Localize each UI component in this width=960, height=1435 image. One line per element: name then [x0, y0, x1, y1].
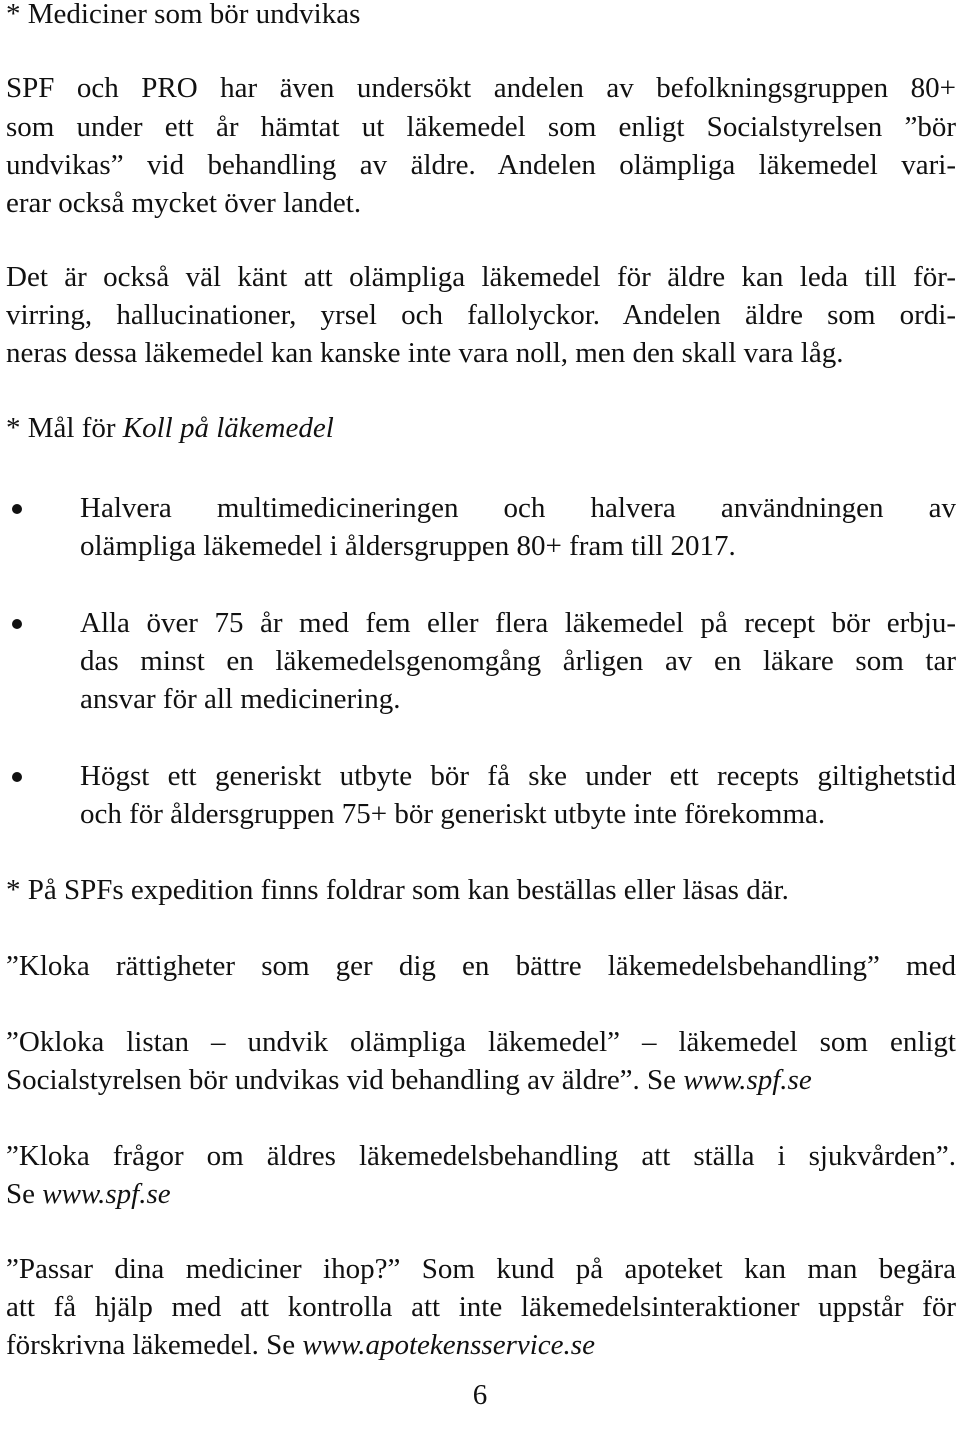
paragraph-line: Det är också väl känt att olämpliga läkemedel för äldre kan leda till för-: [6, 261, 956, 293]
folder-kloka-fragor: ”Kloka frågor om äldres läkemedelsbehandling att ställa i sjukvården”.: [6, 1140, 956, 1172]
bullet-line: Högst ett generiskt utbyte bör få ske under ett recepts giltighetstid: [80, 760, 956, 792]
campaign-name: Koll på läkemedel: [122, 412, 334, 444]
bullet-line: och för åldersgruppen 75+ bör generiskt utbyte inte förekomma.: [80, 798, 826, 830]
folder-okloka-listan-cont: [6, 1062, 956, 1098]
bullet-line: Alla över 75 år med fem eller flera läkemedel på recept bör erbju-: [80, 607, 956, 639]
folder-okloka-listan: ”Okloka listan – undvik olämpliga läkemedel” – läkemedel som enligt: [6, 1026, 956, 1058]
bullet-line: das minst en läkemedelsgenomgång årligen av en läkare som tar: [80, 645, 956, 677]
bullet-icon: [12, 772, 22, 782]
section-heading-goals: [6, 410, 956, 446]
passar-text: förskrivna läkemedel. Se: [6, 1329, 303, 1361]
spf-link[interactable]: www.spf.se: [42, 1178, 171, 1210]
kloka-fragor-text: Se: [6, 1178, 43, 1210]
spf-link[interactable]: www.spf.se: [683, 1064, 812, 1096]
bullet-line: olämpliga läkemedel i åldersgruppen 80+ fram till 2017.: [80, 530, 736, 562]
bullet-line: ansvar för all medicinering.: [80, 683, 401, 715]
paragraph-line: neras dessa läkemedel kan kanske inte vara noll, men den skall vara låg.: [6, 337, 844, 369]
goals-heading-prefix: * Mål för: [6, 412, 123, 444]
paragraph-line: erar också mycket över landet.: [6, 187, 362, 219]
section-heading-folders: * På SPFs expedition finns foldrar som kan beställas eller läsas där.: [6, 874, 789, 906]
bullet-icon: [12, 504, 22, 514]
paragraph-line: som under ett år hämtat ut läkemedel som enligt Socialstyrelsen ”bör: [6, 111, 956, 143]
folder-passar-cont: [6, 1327, 956, 1363]
folder-passar-line: att få hjälp med att kontrolla att inte läkemedelsinteraktioner uppstår för: [6, 1291, 956, 1323]
folder-kloka-rattigheter: ”Kloka rättigheter som ger dig en bättre läkemedelsbehandling” med: [6, 950, 956, 982]
okloka-text: Socialstyrelsen bör undvikas vid behandling av äldre”. Se: [6, 1064, 684, 1096]
bullet-icon: [12, 619, 22, 629]
paragraph-line: undvikas” vid behandling av äldre. Andelen olämpliga läkemedel vari-: [6, 149, 956, 181]
folder-passar-line: ”Passar dina mediciner ihop?” Som kund på apoteket kan man begära: [6, 1253, 956, 1285]
apotekensservice-link[interactable]: www.apotekensservice.se: [302, 1329, 595, 1361]
section-heading-medicines: * Mediciner som bör undvikas: [6, 0, 361, 30]
folder-kloka-fragor-cont: [6, 1176, 956, 1212]
page-number: 6: [472, 1379, 488, 1411]
paragraph-line: SPF och PRO har även undersökt andelen av befolkningsgruppen 80+: [6, 72, 956, 104]
paragraph-line: virring, hallucinationer, yrsel och fallolyckor. Andelen äldre som ordi-: [6, 299, 956, 331]
bullet-line: Halvera multimedicineringen och halvera användningen av: [80, 492, 956, 524]
